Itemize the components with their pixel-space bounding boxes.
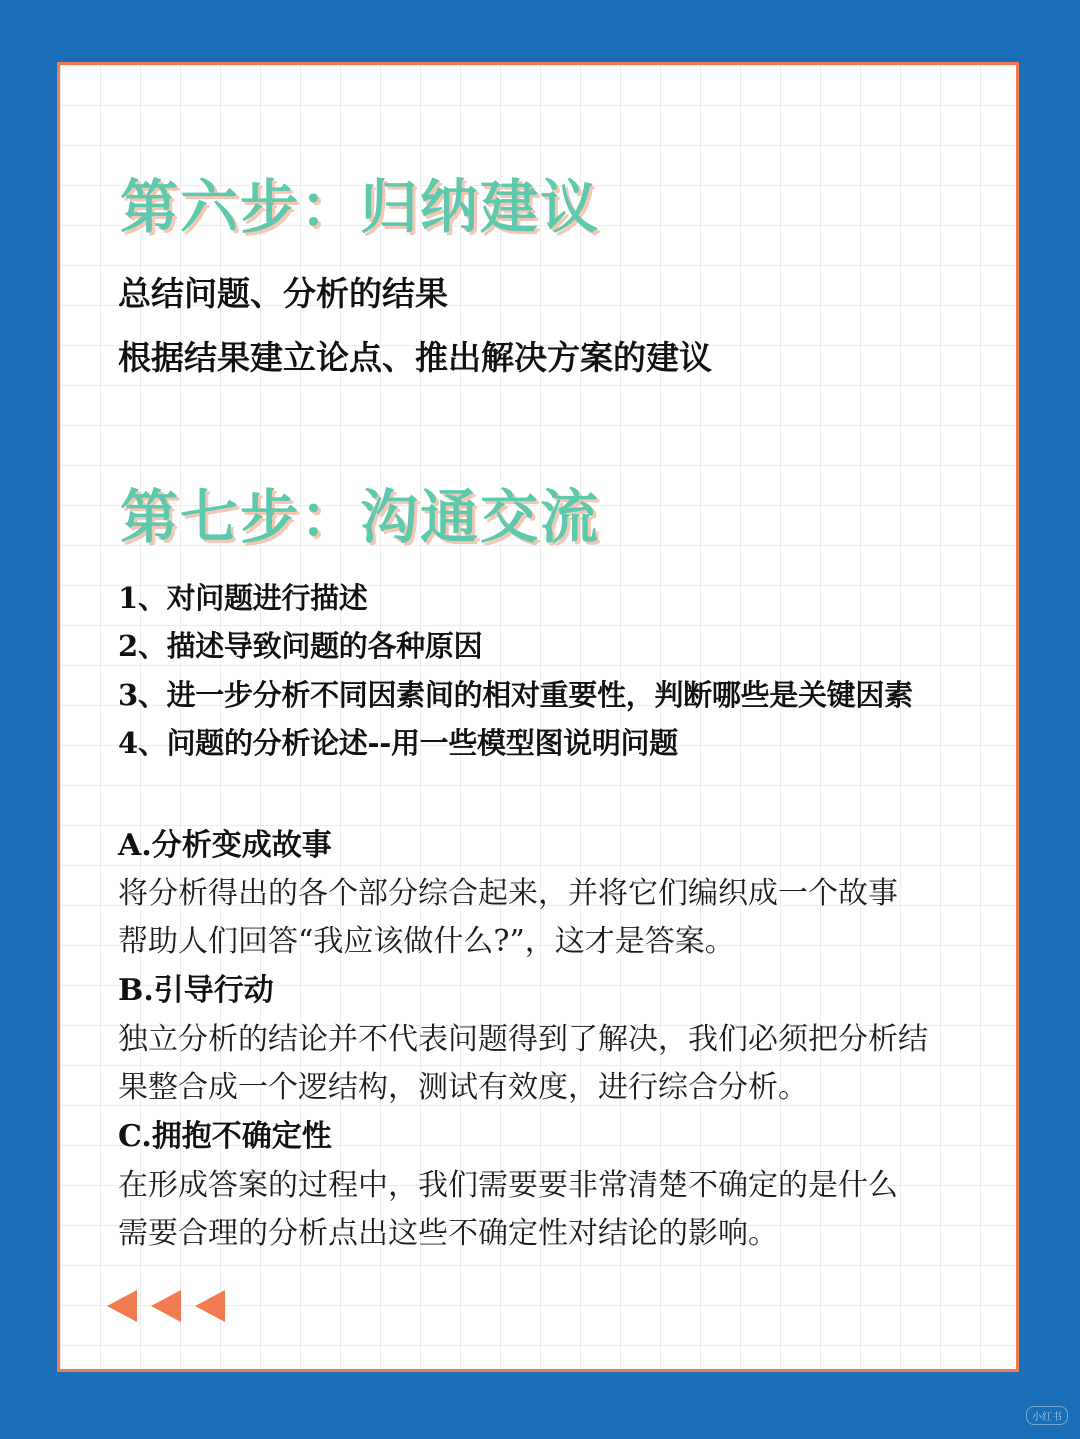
section-a-body-1: 将分析得出的各个部分综合起来，并将它们编织成一个故事	[118, 876, 898, 911]
step7-item-3: 3、进一步分析不同因素间的相对重要性，判断哪些是关键因素	[118, 678, 913, 712]
section-b-body-2: 果整合成一个逻结构，测试有效度，进行综合分析。	[118, 1070, 808, 1105]
section-c-body-2: 需要合理的分析点出这些不确定性对结论的影响。	[118, 1216, 778, 1251]
step6-line-2: 根据结果建立论点、推出解决方案的建议	[118, 338, 712, 377]
decorative-arrows	[107, 1290, 225, 1322]
section-a-body-2: 帮助人们回答“我应该做什么?”，这才是答案。	[118, 924, 735, 959]
section-a-title: A.分析变成故事	[118, 828, 332, 863]
triangle-left-icon	[151, 1290, 181, 1322]
section-b-title: B.引导行动	[118, 973, 274, 1008]
step7-item-4: 4、问题的分析论述--用一些模型图说明问题	[118, 726, 678, 760]
step7-heading: 第七步：沟通交流	[120, 483, 601, 551]
step6-line-1: 总结问题、分析的结果	[118, 274, 448, 313]
step7-item-2: 2、描述导致问题的各种原因	[118, 629, 483, 663]
triangle-left-icon	[195, 1290, 225, 1322]
section-b-body-1: 独立分析的结论并不代表问题得到了解决，我们必须把分析结	[118, 1022, 928, 1057]
section-c-title: C.拥抱不确定性	[118, 1119, 332, 1154]
watermark-logo: 小红书	[1026, 1406, 1068, 1425]
step6-heading: 第六步：归纳建议	[120, 173, 601, 241]
triangle-left-icon	[107, 1290, 137, 1322]
step7-item-1: 1、对问题进行描述	[118, 581, 368, 615]
section-c-body-1: 在形成答案的过程中，我们需要要非常清楚不确定的是什么	[118, 1168, 898, 1203]
